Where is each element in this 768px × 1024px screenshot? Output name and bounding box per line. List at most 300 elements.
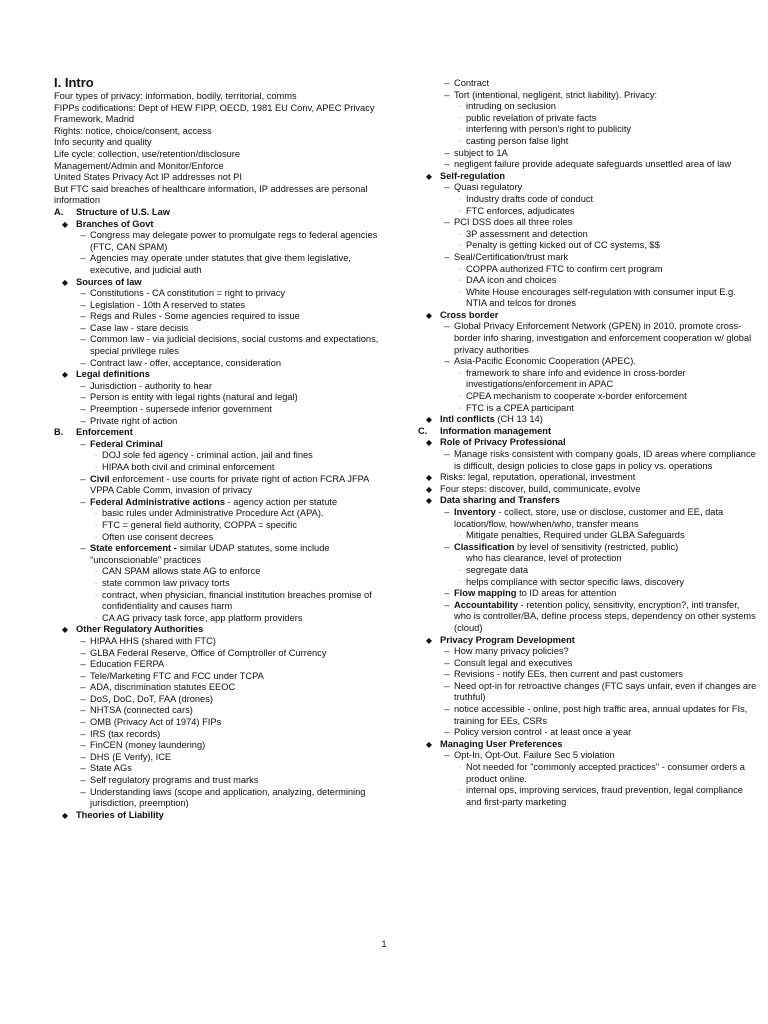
list-item xyxy=(418,785,758,808)
list-item-text xyxy=(454,182,758,194)
list-item xyxy=(418,750,758,762)
item-text: Mitigate penalties, Required under GLBA Safeguards xyxy=(466,530,685,541)
bold-term: Federal Administrative actions xyxy=(90,496,226,507)
list-item xyxy=(418,356,758,368)
list-marker: ◆ xyxy=(61,219,69,229)
list-item-text xyxy=(454,658,758,670)
list-item xyxy=(54,682,390,694)
list-item-text xyxy=(466,264,758,276)
item-text: contract, when physician, financial institution breaches promise of confidentiality and causes harm xyxy=(102,589,372,612)
list-item-text xyxy=(102,566,390,578)
item-text: DOJ sole fed agency - criminal action, jail and fines xyxy=(102,450,313,461)
list-item xyxy=(54,763,390,775)
list-item xyxy=(418,727,758,739)
list-marker: – xyxy=(444,182,450,193)
list-marker: – xyxy=(444,646,450,657)
list-item-text xyxy=(440,310,758,322)
list-item xyxy=(54,659,390,671)
list-item xyxy=(418,403,758,415)
list-item xyxy=(418,646,758,658)
list-item xyxy=(418,148,758,160)
list-marker: · xyxy=(94,568,98,576)
text-line: United States Privacy Act IP addresses not PI xyxy=(54,172,242,183)
list-item xyxy=(54,381,390,393)
list-item-text xyxy=(90,705,390,717)
item-text: Regs and Rules - Some agencies required to issue xyxy=(90,311,300,322)
item-text: who has clearance, level of protection xyxy=(466,553,622,564)
list-marker: – xyxy=(80,322,86,333)
item-text: Case law - stare decisis xyxy=(90,322,189,333)
item-text: Revisions - notify EEs, then current and past customers xyxy=(454,669,683,680)
list-item-text xyxy=(90,682,390,694)
list-marker: – xyxy=(80,543,86,554)
item-text: FTC = general field authority, COPPA = specific xyxy=(102,519,297,530)
item-text: segregate data xyxy=(466,564,529,575)
item-text: public revelation of private facts xyxy=(466,112,597,123)
list-marker: · xyxy=(458,207,462,215)
list-marker: – xyxy=(80,392,86,403)
list-marker: – xyxy=(80,288,86,299)
list-marker: – xyxy=(444,588,450,599)
list-item xyxy=(418,113,758,125)
list-item-text xyxy=(454,542,758,554)
list-item-text xyxy=(90,659,390,671)
list-marker: – xyxy=(444,147,450,158)
text-line: Management/Admin and Monitor/Enforce xyxy=(54,160,224,171)
item-text: CA AG privacy task force, app platform providers xyxy=(102,612,303,623)
list-marker: ◆ xyxy=(425,438,433,448)
list-item xyxy=(54,775,390,787)
list-item-text xyxy=(76,427,390,439)
item-text: FinCEN (money laundering) xyxy=(90,740,206,751)
list-marker: – xyxy=(444,669,450,680)
list-item-text xyxy=(102,462,390,474)
bold-term: Classification xyxy=(454,541,515,552)
list-item-text xyxy=(466,553,758,565)
list-marker: · xyxy=(458,578,462,586)
list-marker: – xyxy=(444,727,450,738)
item-text: interfering with person's right to publicity xyxy=(466,124,632,135)
list-marker: – xyxy=(444,599,450,610)
list-item-text xyxy=(454,669,758,681)
list-item xyxy=(418,287,758,310)
item-text: CPEA mechanism to cooperate x-border enforcement xyxy=(466,391,687,402)
list-item-text xyxy=(466,403,758,415)
list-marker: · xyxy=(458,787,462,795)
list-item-text xyxy=(90,392,390,404)
list-marker: ◆ xyxy=(61,625,69,635)
list-item xyxy=(418,229,758,241)
list-item-text xyxy=(454,588,758,600)
left-column xyxy=(54,76,390,821)
list-item xyxy=(418,159,758,171)
list-marker: – xyxy=(80,380,86,391)
item-text: How many privacy policies? xyxy=(454,646,569,657)
list-item-text xyxy=(90,787,390,810)
list-item-text xyxy=(102,590,390,613)
list-item xyxy=(418,426,758,438)
list-marker: · xyxy=(94,533,98,541)
list-item xyxy=(418,495,758,507)
list-marker: – xyxy=(444,449,450,459)
item-text: Often use consent decrees xyxy=(102,531,214,542)
list-marker: – xyxy=(444,159,450,170)
list-item-text xyxy=(454,600,758,635)
list-item xyxy=(418,507,758,530)
list-item-text xyxy=(454,321,758,356)
item-text: Managing User Preferences xyxy=(440,738,563,749)
list-item xyxy=(54,311,390,323)
item-text: Four steps: discover, build, communicate, evolve xyxy=(440,483,641,494)
list-item xyxy=(418,704,758,727)
bold-term: Civil xyxy=(90,473,110,484)
right-column xyxy=(418,78,758,808)
list-marker: – xyxy=(444,89,450,100)
list-item-text xyxy=(90,648,390,660)
item-text: - collect, store, use or disclose, customer and EE, data location/flow, how/when/who, transfer means xyxy=(454,506,724,529)
list-marker: C. xyxy=(418,425,428,436)
list-item xyxy=(54,566,390,578)
list-marker: ◆ xyxy=(61,370,69,380)
list-item-text xyxy=(466,368,758,391)
list-marker: · xyxy=(458,126,462,134)
list-marker: – xyxy=(444,680,450,691)
item-text: Intl conflicts xyxy=(440,414,495,425)
item-text: basic rules under Administrative Procedure Act (APA). xyxy=(102,508,324,519)
list-item-text xyxy=(90,358,390,370)
list-item-text xyxy=(466,124,758,136)
list-marker: – xyxy=(80,299,86,310)
item-text: Role of Privacy Professional xyxy=(440,437,566,448)
item-text: by level of sensitivity (restricted, public) xyxy=(514,541,679,552)
list-marker: · xyxy=(94,579,98,587)
list-marker: – xyxy=(80,311,86,322)
list-item-text xyxy=(90,636,390,648)
item-text: Theories of Liability xyxy=(76,809,164,820)
list-marker: – xyxy=(80,740,86,751)
list-marker: – xyxy=(444,541,450,552)
list-item-text xyxy=(466,530,758,542)
text-line: Four types of privacy: information, bodily, territorial, comms xyxy=(54,91,297,101)
list-item-text xyxy=(466,762,758,785)
list-marker: – xyxy=(444,657,450,668)
list-item-text xyxy=(90,311,390,323)
list-item-text xyxy=(454,356,758,368)
list-item-text xyxy=(466,194,758,206)
item-text: framework to share info and evidence in cross-border investigations/enforcement in APAC xyxy=(466,367,686,390)
list-item-text xyxy=(90,334,390,357)
list-item-text xyxy=(76,810,390,822)
item-text: Congress may delegate power to promulgate regs to federal agencies (FTC, CAN SPAM) xyxy=(90,230,378,252)
item-text: Constitutions - CA constitution = right to privacy xyxy=(90,288,286,299)
list-item xyxy=(54,207,390,219)
list-marker: – xyxy=(80,647,86,658)
list-marker: – xyxy=(80,693,86,704)
list-item xyxy=(418,240,758,252)
list-item xyxy=(54,450,390,462)
list-item xyxy=(418,635,758,647)
list-item-text xyxy=(90,474,390,497)
list-marker: · xyxy=(94,510,98,518)
list-marker: ◆ xyxy=(425,171,433,181)
item-text: HIPAA HHS (shared with FTC) xyxy=(90,635,216,646)
list-item xyxy=(54,462,390,474)
list-marker: ◆ xyxy=(425,473,433,483)
list-item xyxy=(54,334,390,357)
list-marker: – xyxy=(80,404,86,415)
list-item-text xyxy=(454,681,758,704)
list-item xyxy=(54,613,390,625)
list-item xyxy=(418,414,758,426)
list-marker: ◆ xyxy=(61,277,69,287)
list-item-text xyxy=(466,229,758,241)
item-text: Legal definitions xyxy=(76,369,150,380)
item-text: intruding on seclusion xyxy=(466,101,556,112)
list-item xyxy=(418,530,758,542)
list-item xyxy=(54,300,390,312)
item-text: Penalty is getting kicked out of CC systems, $$ xyxy=(466,240,660,251)
page-number: 1 xyxy=(381,939,387,949)
list-item xyxy=(54,648,390,660)
list-item xyxy=(54,508,390,520)
item-text: internal ops, improving services, fraud prevention, legal compliance and first-party marketing xyxy=(466,785,743,807)
list-item xyxy=(54,578,390,590)
bold-term: Inventory xyxy=(454,506,496,517)
list-item xyxy=(418,206,758,218)
list-item xyxy=(54,717,390,729)
item-text: DHS (E Verify), ICE xyxy=(90,751,172,762)
item-text: Asia-Pacific Economic Cooperation (APEC). xyxy=(454,356,636,367)
list-item-text xyxy=(454,90,758,102)
item-text: Agencies may operate under statutes that give them legislative, executive, and judicial auth xyxy=(90,253,351,275)
item-text: Person is entity with legal rights (natural and legal) xyxy=(90,392,298,403)
list-item xyxy=(54,810,390,822)
item-text: state common law privacy torts xyxy=(102,577,230,588)
item-text: helps compliance with sector specific laws, discovery xyxy=(466,576,685,587)
list-item xyxy=(418,762,758,785)
item-text: Private right of action xyxy=(90,415,178,426)
list-item xyxy=(54,671,390,683)
list-item xyxy=(418,275,758,287)
item-text: Self-regulation xyxy=(440,170,506,181)
item-text: enforcement - use courts for private right of action FCRA JFPA VPPA Cable Comm, invasion of privacy xyxy=(90,473,369,496)
item-text: DAA icon and choices xyxy=(466,275,557,286)
text-line: Life cycle: collection, use/retention/disclosure xyxy=(54,148,241,159)
section-title: I. Intro xyxy=(54,75,94,90)
item-text: to ID areas for attention xyxy=(516,588,617,599)
list-item xyxy=(54,520,390,532)
list-item-text xyxy=(76,219,390,231)
list-item-text xyxy=(102,613,390,625)
list-item xyxy=(418,577,758,589)
list-item-text xyxy=(454,159,758,171)
list-marker: – xyxy=(444,251,450,262)
item-text: Legislation - 10th A reserved to states xyxy=(90,299,246,310)
list-marker: · xyxy=(458,277,462,285)
list-item xyxy=(54,787,390,810)
item-text: NHTSA (connected cars) xyxy=(90,705,193,716)
list-item xyxy=(418,182,758,194)
list-item-text xyxy=(440,484,758,496)
item-text: negligent failure provide adequate safeguards unsettled area of law xyxy=(454,159,732,170)
list-item-text xyxy=(90,717,390,729)
list-marker: – xyxy=(80,705,86,716)
text-line: Rights: notice, choice/consent, access xyxy=(54,125,212,136)
list-marker: – xyxy=(80,473,86,484)
list-item xyxy=(54,416,390,428)
item-text: IRS (tax records) xyxy=(90,728,161,739)
list-item-text xyxy=(90,253,390,276)
list-item xyxy=(418,321,758,356)
item-text: Enforcement xyxy=(76,427,133,438)
list-item-text xyxy=(76,277,390,289)
list-item xyxy=(54,427,390,439)
item-text: Branches of Govt xyxy=(76,218,154,229)
item-text: Preemption - supersede inferior government xyxy=(90,404,272,415)
list-item-text xyxy=(90,230,390,253)
list-item-text xyxy=(90,775,390,787)
list-item-text xyxy=(440,414,758,426)
item-text: Tele/Marketing FTC and FCC under TCPA xyxy=(90,670,264,681)
list-marker: – xyxy=(444,750,450,761)
list-item xyxy=(54,497,390,509)
list-item-text xyxy=(454,252,758,264)
item-text: Self regulatory programs and trust marks xyxy=(90,775,259,786)
list-item xyxy=(418,136,758,148)
list-item xyxy=(54,439,390,451)
item-text: Jurisdiction - authority to hear xyxy=(90,380,212,391)
list-marker: · xyxy=(94,521,98,529)
list-item xyxy=(418,368,758,391)
list-item-text xyxy=(90,763,390,775)
item-text: Structure of U.S. Law xyxy=(76,206,171,217)
item-text: Industry drafts code of conduct xyxy=(466,193,594,204)
list-item xyxy=(54,729,390,741)
item-text: similar UDAP statutes, some include "unconscionable" practices xyxy=(90,543,330,565)
list-item xyxy=(418,449,758,472)
item-text: Policy version control - at least once a year xyxy=(454,727,632,738)
list-item-text xyxy=(440,171,758,183)
list-item-text xyxy=(90,381,390,393)
list-marker: – xyxy=(80,253,86,264)
list-item xyxy=(54,543,390,566)
list-item-text xyxy=(90,497,390,509)
list-item-text xyxy=(454,704,758,727)
list-item xyxy=(418,101,758,113)
list-marker: – xyxy=(444,78,450,88)
list-marker: · xyxy=(458,393,462,401)
item-text: Common law - via judicial decisions, social customs and expectations, special privilege rules xyxy=(90,334,379,357)
list-item-text xyxy=(454,449,758,472)
list-item-text xyxy=(466,391,758,403)
list-marker: · xyxy=(94,452,98,460)
list-marker: – xyxy=(444,217,450,228)
list-item xyxy=(54,474,390,497)
list-item xyxy=(54,358,390,370)
item-text: Not needed for "commonly accepted practices" - consumer orders a product online. xyxy=(466,762,745,784)
list-item-text xyxy=(102,520,390,532)
list-marker: ◆ xyxy=(61,810,69,820)
list-item-text xyxy=(90,288,390,300)
list-item xyxy=(54,636,390,648)
list-marker: · xyxy=(94,464,98,471)
item-text: 3P assessment and detection xyxy=(466,228,588,239)
list-item xyxy=(54,624,390,636)
list-item-text xyxy=(440,426,758,438)
list-item xyxy=(54,392,390,404)
list-item xyxy=(54,277,390,289)
list-marker: · xyxy=(458,265,462,273)
item-text: FTC enforces, adjudicates xyxy=(466,205,575,216)
item-text: Privacy Program Development xyxy=(440,634,575,645)
list-marker: – xyxy=(80,682,86,693)
list-item-text xyxy=(466,275,758,287)
list-item-text xyxy=(454,750,758,762)
list-marker: · xyxy=(458,195,462,203)
list-item xyxy=(54,694,390,706)
list-item-text xyxy=(90,752,390,764)
list-item xyxy=(54,288,390,300)
item-note: (CH 13 14) xyxy=(494,414,543,425)
list-marker: – xyxy=(80,717,86,728)
list-item-text xyxy=(440,635,758,647)
item-text: Manage risks consistent with company goals, ID areas where compliance is difficult, design policies to close gaps in policy vs. operations xyxy=(454,449,756,471)
list-item xyxy=(418,681,758,704)
bold-term: State enforcement - xyxy=(90,543,177,554)
item-text: OMB (Privacy Act of 1974) FIPs xyxy=(90,717,222,728)
list-marker: – xyxy=(80,438,86,449)
item-text: HIPAA both civil and criminal enforcement xyxy=(102,462,275,472)
item-text: Other Regulatory Authorities xyxy=(76,624,204,635)
list-item-text xyxy=(440,472,758,484)
list-item xyxy=(418,739,758,751)
item-text: ADA, discrimination statutes EEOC xyxy=(90,682,236,693)
list-item xyxy=(418,194,758,206)
list-item-text xyxy=(466,240,758,252)
item-text: Tort (intentional, negligent, strict liability). Privacy: xyxy=(454,89,658,100)
list-marker: · xyxy=(458,404,462,412)
item-text: casting person false light xyxy=(466,135,569,146)
item-text: subject to 1A xyxy=(454,147,508,158)
bold-term: Federal Criminal xyxy=(90,438,163,449)
list-marker: – xyxy=(80,635,86,646)
list-marker: ◆ xyxy=(425,496,433,506)
list-marker: ◆ xyxy=(425,635,433,645)
item-text: Information management xyxy=(440,425,552,436)
list-item xyxy=(418,472,758,484)
list-item xyxy=(54,253,390,276)
list-marker: – xyxy=(80,786,86,797)
text-line: FIPPs codifications: Dept of HEW FIPP, OECD, 1981 EU Conv, APEC Privacy Framework, Madrid xyxy=(54,102,375,125)
item-text: Education FERPA xyxy=(90,659,165,670)
item-text: - retention policy, sensitivity, encryption?, intl transfer, who is controller/BA, define process steps, dependency on other systems (cloud) xyxy=(454,599,756,633)
list-item-text xyxy=(454,148,758,160)
list-item xyxy=(54,752,390,764)
list-item-text xyxy=(90,694,390,706)
list-item-text xyxy=(76,369,390,381)
list-item-text xyxy=(90,740,390,752)
list-marker: · xyxy=(458,566,462,574)
list-marker: · xyxy=(458,288,462,296)
list-marker: – xyxy=(80,751,86,762)
list-item-text xyxy=(466,565,758,577)
item-text: Risks: legal, reputation, operational, investment xyxy=(440,472,636,483)
list-item xyxy=(418,78,758,90)
item-text: Understanding laws (scope and application, analyzing, determining jurisdiction, preemption) xyxy=(90,786,366,809)
list-item-text xyxy=(102,532,390,544)
list-item-text xyxy=(440,437,758,449)
list-marker: – xyxy=(80,230,86,241)
